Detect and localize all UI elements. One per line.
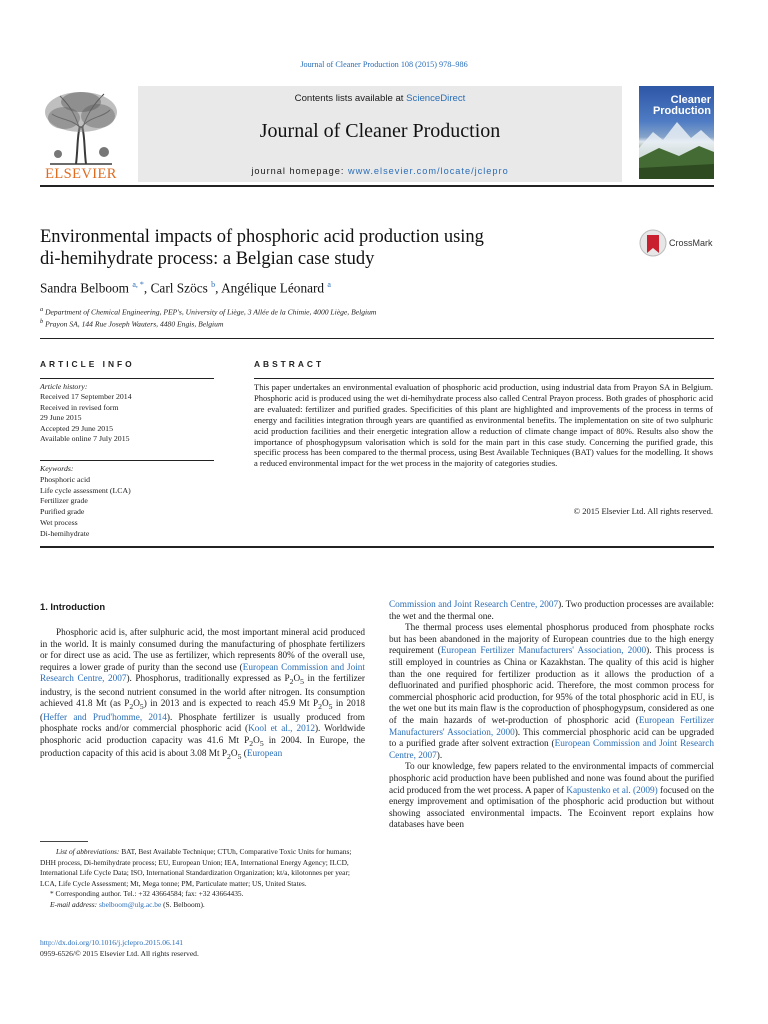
affiliation-mark: a <box>40 306 44 313</box>
elsevier-wordmark[interactable]: ELSEVIER <box>45 166 117 182</box>
author-affiliation-mark[interactable]: a, * <box>132 280 144 289</box>
doi-link[interactable]: http://dx.doi.org/10.1016/j.jclepro.2015.06.141 <box>40 938 184 947</box>
subscript: 5 <box>237 752 242 762</box>
text-run: ). Two production processes are available: the wet and the thermal one. <box>389 600 714 622</box>
email-label: E-mail address: <box>50 899 99 909</box>
citation-link[interactable]: Kool et al., 2012 <box>248 724 315 735</box>
text-run: ). <box>436 750 443 761</box>
subscript: 2 <box>129 702 134 712</box>
keywords-list <box>40 464 216 540</box>
footnote-rule <box>40 841 88 842</box>
citation-link[interactable]: European Fertilizer Manufacturers' Association, 2000 <box>440 646 647 657</box>
abstract-rule <box>254 378 714 379</box>
cover-title-line2: Production <box>652 105 711 117</box>
title-line-2: di-hemihydrate process: a Belgian case study <box>40 248 375 269</box>
subscript: 5 <box>259 738 264 748</box>
citation-link[interactable]: European Commission and Joint Research Centre, 2007 <box>389 739 714 761</box>
section-heading-introduction: 1. Introduction <box>40 601 106 612</box>
crossmark-icon <box>639 229 669 259</box>
email-note <box>40 900 365 911</box>
history-item: 29 June 2015 <box>40 413 82 423</box>
keyword: Di-hemihydrate <box>40 528 90 538</box>
abbreviations-text: BAT, Best Available Technique; CTUh, Comparative Toxic Units for humans; DHH process, Di-hemihydrate process; EU, European Union; IEA, International Energy Agency; ILCD, International Life Cycle Data; ISO, International Standardization Organization; kt/a, kilotonnes per year; LCA, Life Cycle Assessment; Mt, Mega tonne; PM, Particulate matter; US, United States. <box>40 847 352 888</box>
issn-line: 0959-6526/© 2015 Elsevier Ltd. All rights reserved. <box>40 948 199 958</box>
citation-link[interactable]: Kapustenko et al. (2009) <box>566 785 658 796</box>
text-run: ( <box>241 749 247 760</box>
crossmark-label: CrossMark <box>669 238 713 248</box>
article-history <box>40 382 216 444</box>
article-info-heading: ARTICLE INFO <box>40 359 135 369</box>
body-column-right <box>389 600 714 832</box>
subscript: 5 <box>328 702 333 712</box>
corresponding-author-note: * Corresponding author. Tel.: +32 43664584; fax: +32 43664435. <box>50 889 244 899</box>
text-run: in the fertilizer industry, is the second nutrient consumed in the world after nitrogen. Its consumption achieved 41.8 Mt (as P <box>40 674 365 710</box>
contents-prefix: Contents lists available at <box>294 93 407 104</box>
affiliation-a <box>40 306 376 317</box>
citation-link[interactable]: Heffer and Prud'homme, 2014 <box>43 712 167 723</box>
homepage-link[interactable]: www.elsevier.com/locate/jclepro <box>347 166 509 176</box>
title-divider <box>40 338 714 339</box>
text-run: ) in 2013 and is expected to reach 45.9 Mt P <box>143 699 319 710</box>
citation-link[interactable]: Commission and Joint Research Centre, 2007 <box>389 600 559 610</box>
subscript: 2 <box>318 702 322 712</box>
affiliation-mark: b <box>40 318 44 325</box>
keyword: Fertilizer grade <box>40 496 88 506</box>
text-run: ). This commercial phosphoric acid can be upgraded to a purified grade after solvent extraction ( <box>389 727 715 750</box>
history-item: Received 17 September 2014 <box>40 392 132 402</box>
author-name: Sandra Belboom <box>40 280 130 296</box>
abstract-text: This paper undertakes an environmental evaluation of phosphoric acid production, using industrial data from Prayon SA in Belgium. Phosphoric acid is produced using the wet di-hemihydrate process also called Central Prayon process. Both grades of phosphoric acid are evaluated: fertilizer and purified grades. Specificities of this plant are highlighted and improvements of the process in terms of energy and facilities integration through years are quantified as environmental benefits. The implementation on site of two sulphuric acid production facilities and their energetic integration allow a reduction of climate change impact of 80%. Results also show the importance of phosphogypsum valorisation which is sold for the main part in this case study. Concerning the purified grade, this specific process has been compared to the thermal process, using Best Available Techniques (BAT) values for the modelling. It shows a reduced environmental impact for the wet process in the majority of categories studies. <box>254 382 713 469</box>
journal-title: Journal of Cleaner Production <box>259 120 501 142</box>
front-matter-divider <box>40 546 714 548</box>
subscript: 5 <box>139 702 144 712</box>
text-run: ). Worldwide phosphoric acid production capacity was 41.6 Mt P <box>40 724 365 747</box>
history-label: Article history: <box>40 382 88 391</box>
author-name: Carl Szöcs <box>150 280 208 296</box>
text-run: O <box>253 736 260 747</box>
author-affiliation-mark[interactable]: b <box>211 280 216 289</box>
paper-title <box>40 227 600 270</box>
subscript: 5 <box>300 677 304 687</box>
abbreviations-label: List of abbreviations: <box>56 847 120 856</box>
subscript: 2 <box>289 677 294 687</box>
text-run: ). Phosphorus, traditionally expressed as P <box>126 674 290 685</box>
text-run: focused on the energy improvement and optimisation of the phosphoric acid production but without showing associated environmental impacts. The Ecoinvent report explains how databases have been <box>389 785 714 831</box>
crossmark-button[interactable] <box>639 229 717 259</box>
keyword: Life cycle assessment (LCA) <box>40 485 131 495</box>
title-line-1: Environmental impacts of phosphoric acid production using <box>40 227 484 247</box>
citation-link[interactable]: European Fertilizer Manufacturers' Association, 2000 <box>389 715 715 738</box>
journal-citation[interactable]: Journal of Cleaner Production 108 (2015) 978–986 <box>300 60 468 69</box>
header-divider <box>40 185 714 187</box>
email-suffix: (S. Belboom). <box>161 899 205 909</box>
keyword: Wet process <box>40 517 78 527</box>
keywords-rule <box>40 460 214 461</box>
author-separator: , <box>143 280 151 296</box>
text-run: Phosphoric acid is, after sulphuric acid, the most important mineral acid produced in the world. It is mainly consumed during the manufacturing of phosphate fertilizers or for direct use as acid. The use as fertilizer, which represents 80% of the overall use, requires a lower grade of purity than the second use ( <box>40 628 365 673</box>
sciencedirect-link[interactable]: ScienceDirect <box>406 93 466 104</box>
author-separator: , <box>215 280 222 296</box>
intro-paragraph-2 <box>389 623 714 762</box>
author-list <box>40 280 331 296</box>
abstract-heading: ABSTRACT <box>254 359 325 369</box>
text-run: The thermal process uses elemental phosphorus produced from phosphate rocks but has been abandoned in the majority of European countries due to the high energy requirement ( <box>389 623 714 657</box>
history-item: Available online 7 July 2015 <box>40 434 130 444</box>
keyword: Phosphoric acid <box>40 474 91 484</box>
text-run: in 2018 ( <box>40 699 365 723</box>
contents-line <box>138 93 622 104</box>
history-item: Received in revised form <box>40 402 119 412</box>
author-name: Angélique Léonard <box>221 280 325 296</box>
email-link[interactable]: sbelboom@ulg.ac.be <box>99 899 162 909</box>
citation-link[interactable]: European <box>246 749 283 760</box>
doi-block <box>40 938 199 959</box>
author-affiliation-mark[interactable]: a <box>327 280 331 289</box>
keyword: Purified grade <box>40 507 85 517</box>
text-run: O <box>321 699 329 710</box>
journal-cover-image[interactable] <box>639 86 714 179</box>
affiliation-text: Prayon SA, 144 Rue Joseph Wauters, 4480 Engis, Belgium <box>45 319 224 329</box>
citation-link[interactable]: European Commission and Joint Research Centre, 2007 <box>40 662 366 685</box>
cover-title-line1: Cleaner <box>670 94 711 106</box>
body-column-left <box>40 628 365 763</box>
subscript: 2 <box>227 752 231 762</box>
homepage-prefix: journal homepage: <box>251 166 348 176</box>
affiliation-text: Department of Chemical Engineering, PEP's, University of Liège, 3 Allée de la Chimie, 4000 Liège, Belgium <box>45 307 377 317</box>
journal-homepage-line <box>138 166 622 176</box>
affiliation-b <box>40 318 223 329</box>
text-run: O <box>293 674 301 685</box>
subscript: 2 <box>249 738 254 748</box>
keywords-label: Keywords: <box>40 464 74 473</box>
article-info-rule <box>40 378 214 379</box>
intro-paragraph-continued <box>389 600 714 623</box>
text-run: O <box>230 749 238 760</box>
intro-paragraph-3 <box>389 762 714 832</box>
text-run: To our knowledge, few papers related to the environmental impacts of commercial phosphoric acid production have been published and none was found about the purified acid produced from the wet process. A paper of <box>389 762 714 796</box>
text-run: ). This process is still employed in countries as China or Kazakhstan. The quality of this acid is higher than the one required for fertilizer production as it allows the production of a defluorinated and purified phosphoric acid. Therefore, the most common process for commercial phosphoric acid production, for 95% of the total phosphoric acid in EU, is the wet one but its main flaw is the coproduction of phosphogypsum, considered as one of the main hazards of wet-production of phosphoric acid ( <box>389 646 714 726</box>
history-item: Accepted 29 June 2015 <box>40 423 113 433</box>
text-run: O <box>133 699 140 710</box>
footnotes <box>40 847 365 911</box>
text-run: ). Phosphate fertilizer is usually produced from phosphate rocks and/or commercial phosphoric acid ( <box>40 712 365 735</box>
text-run: in 2004. In Europe, the production capacity of this acid is about 3.08 Mt P <box>40 736 365 760</box>
abbreviations-footnote <box>40 847 365 889</box>
intro-paragraph-1 <box>40 628 365 763</box>
abstract-copyright: © 2015 Elsevier Ltd. All rights reserved. <box>573 506 713 516</box>
